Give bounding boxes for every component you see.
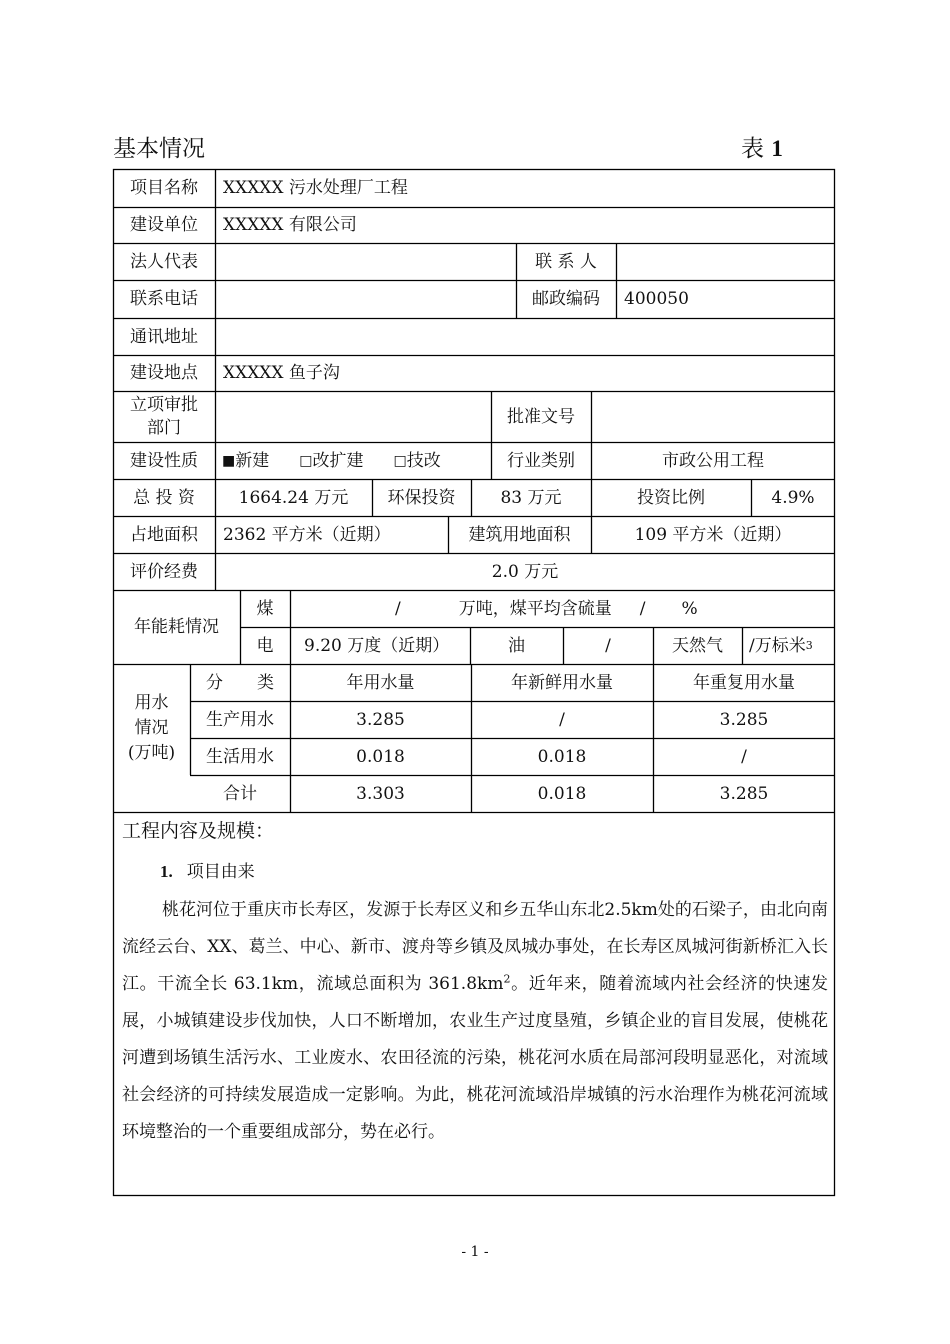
page-number: - 1 - [461, 1244, 489, 1260]
investment-total: 1664.24 万元 [238, 487, 349, 508]
coal-slash: / [395, 598, 401, 619]
background-paragraph [122, 892, 828, 1151]
checkbox-expand[interactable]: □ [299, 452, 313, 469]
investment-ratio-value: 4.9% [771, 487, 815, 508]
coal-unit: 万吨，煤平均含硫量 [458, 598, 612, 619]
water-row-domestic-reuse: / [741, 746, 747, 767]
build-area-value: 109 平方米（近期） [634, 524, 792, 545]
section-number: 1. [160, 862, 173, 881]
checkbox-tech[interactable]: □ [393, 452, 407, 469]
env-investment-label: 环保投资 [387, 487, 456, 508]
water-row-total-label: 合计 [223, 783, 257, 804]
project-name-label: 项目名称 [130, 178, 198, 198]
nature-options [222, 442, 491, 479]
legal-rep-value [215, 243, 516, 280]
phone-label: 联系电话 [130, 289, 198, 309]
paragraph-text-end: 。近年来，随着流域内社会经济的快速发展，小城镇建设步伐加快，人口不断增加，农业生产过度垦殖，乡镇企业的盲目发展，使桃花河遭到场镇生活污水、工业废水、农田径流的污染，桃花河水质在局部河段明显恶化，对流域社会经济的可持续发展造成一定影响。为此，桃花河流域沿岸城镇的污水治理作为桃花河流域环境整治的一个重要组成部分，势在必行。 [122, 974, 829, 1142]
section-title: 项目由来 [186, 862, 255, 882]
oil-label: 油 [508, 635, 525, 656]
approval-value [215, 391, 491, 442]
paragraph-superscript: 2 [503, 972, 511, 986]
table-number: 1 [771, 136, 783, 161]
fee-value: 2.0 万元 [491, 561, 559, 582]
coal-value [290, 590, 835, 627]
address-value [215, 318, 835, 355]
contact-label: 联 系 人 [535, 251, 597, 272]
area-label: 占地面积 [130, 524, 198, 545]
elec-label: 电 [256, 635, 274, 656]
investment-ratio-label: 投资比例 [637, 487, 705, 508]
site-label: 建设地点 [130, 363, 198, 383]
water-label-l1: 用水 [134, 692, 169, 713]
option-tech: 技改 [406, 450, 441, 471]
water-row-total-reuse: 3.285 [719, 783, 769, 804]
option-expand: 改扩建 [312, 450, 364, 471]
builder-label: 建设单位 [130, 215, 198, 235]
builder-value: XXXXX 有限公司 [223, 215, 357, 235]
project-name-value: XXXXX 污水处理厂工程 [223, 178, 408, 198]
section-heading [160, 857, 828, 882]
approval-doc-label: 批准文号 [507, 406, 575, 427]
water-row-total-annual: 3.303 [356, 783, 405, 804]
water-header-category: 分 类 [206, 672, 274, 693]
area-value: 2362 平方米（近期） [223, 524, 391, 545]
water-row-production-fresh: / [559, 709, 565, 730]
coal-label: 煤 [256, 598, 274, 619]
water-row-production-reuse: 3.285 [719, 709, 769, 730]
water-row-domestic-annual: 0.018 [356, 746, 405, 767]
table-label-text: 表 [741, 136, 764, 162]
postcode-label: 邮政编码 [532, 289, 600, 309]
fee-label: 评价经费 [130, 561, 198, 582]
page-title: 基本情况 [113, 136, 205, 162]
water-header-reuse: 年重复用水量 [693, 672, 795, 693]
water-label-l2: 情况 [134, 717, 169, 738]
water-label-l3: (万吨) [127, 742, 176, 763]
gas-value [742, 627, 835, 664]
gas-sup: 3 [805, 638, 813, 652]
sulfur-unit: % [681, 598, 698, 619]
investment-label: 总 投 资 [133, 487, 195, 508]
approval-doc-value [591, 391, 835, 442]
water-row-total-fresh: 0.018 [537, 783, 587, 804]
env-investment-value: 83 万元 [500, 487, 562, 508]
project-content-section [122, 812, 828, 1151]
elec-value: 9.20 万度（近期） [304, 635, 450, 656]
water-row-domestic-fresh: 0.018 [537, 746, 587, 767]
nature-label: 建设性质 [130, 450, 198, 471]
industry-value: 市政公用工程 [662, 450, 764, 471]
build-area-label: 建筑用地面积 [468, 524, 571, 545]
approval-label: 立项审批部门 [130, 394, 198, 438]
water-label [113, 664, 190, 812]
sulfur-slash: / [639, 598, 646, 619]
energy-label: 年能耗情况 [134, 617, 219, 637]
site-value: XXXXX 鱼子沟 [223, 363, 340, 383]
address-label: 通讯地址 [130, 326, 198, 347]
water-header-annual: 年用水量 [346, 672, 415, 693]
phone-value [215, 280, 516, 318]
contact-value [616, 243, 835, 280]
checkbox-new-checked[interactable]: ■ [222, 452, 236, 469]
paragraph-text-start: 桃花河位于重庆市长寿区，发源于长寿区义和乡五华山东北2.5km处的石梁子，由北向南流经云台、XX、葛兰、中心、新市、渡舟等乡镇及凤城办事处，在长寿区凤城河街新桥汇入长江。干流全长 63.1km，流域总面积为 361.8km [122, 900, 828, 994]
oil-value: / [605, 635, 611, 656]
gas-label: 天然气 [672, 635, 723, 656]
water-row-production-annual: 3.285 [356, 709, 405, 730]
water-header-fresh: 年新鲜用水量 [511, 672, 613, 693]
water-row-domestic-label: 生活用水 [206, 746, 274, 767]
legal-rep-label: 法人代表 [130, 251, 198, 272]
gas-value-text: /万标米 [749, 635, 806, 656]
content-title: 工程内容及规模： [122, 820, 275, 842]
option-new: 新建 [235, 450, 270, 471]
industry-label: 行业类别 [507, 450, 575, 471]
postcode-value: 400050 [624, 289, 689, 309]
water-row-production-label: 生产用水 [206, 709, 274, 730]
